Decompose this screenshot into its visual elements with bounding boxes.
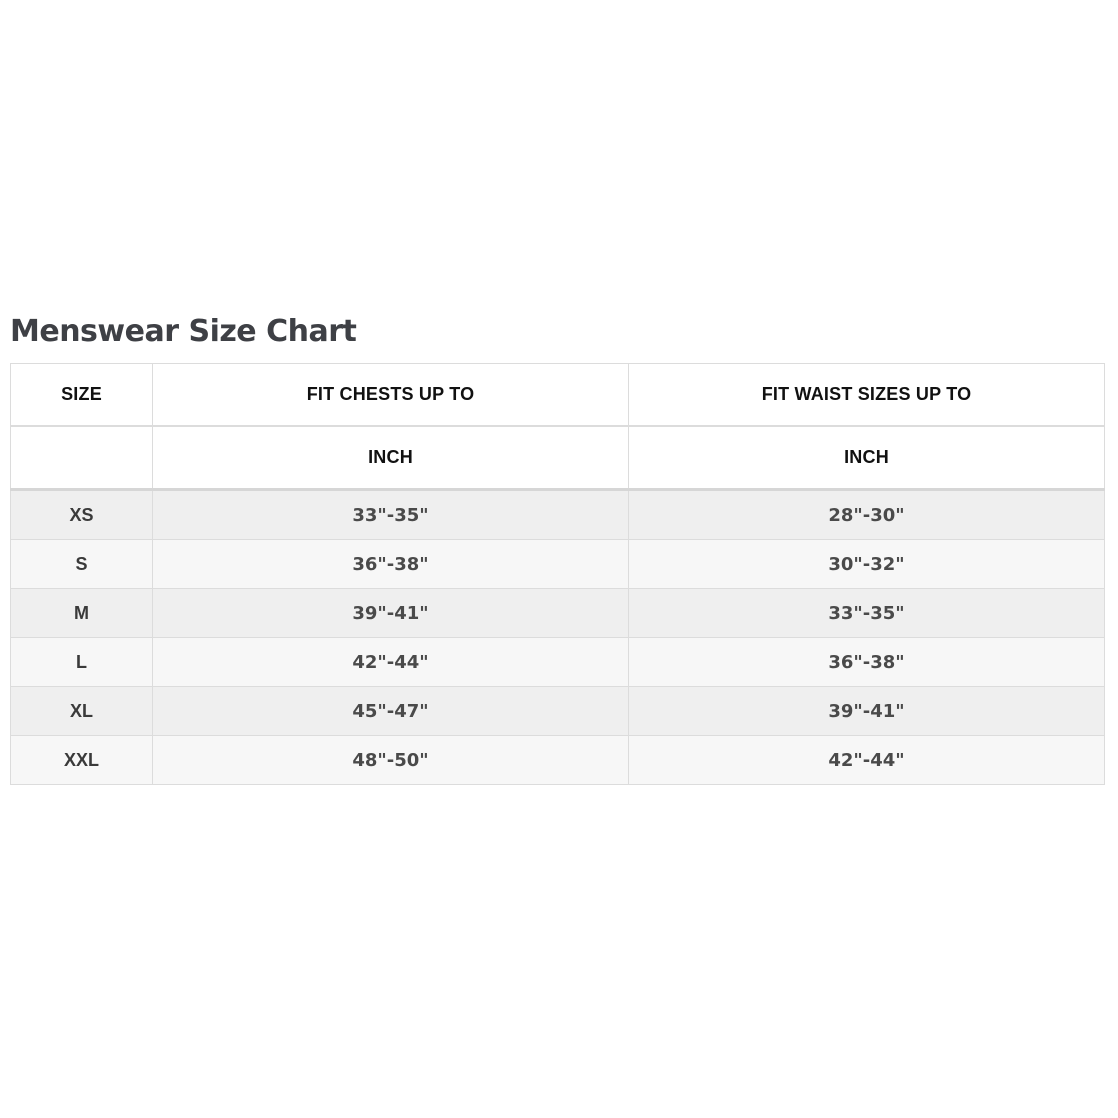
units-size — [11, 426, 153, 490]
header-size: SIZE — [11, 364, 153, 427]
table-row — [11, 736, 1105, 785]
size-cell: XXL — [11, 736, 153, 785]
chest-cell: 45"-47" — [153, 687, 629, 736]
chest-cell: 33"-35" — [153, 490, 629, 540]
size-cell: XL — [11, 687, 153, 736]
table-row — [11, 589, 1105, 638]
chest-cell: 48"-50" — [153, 736, 629, 785]
size-cell: L — [11, 638, 153, 687]
waist-cell: 33"-35" — [629, 589, 1105, 638]
size-chart-table — [10, 363, 1105, 785]
header-waist: FIT WAIST SIZES UP TO — [629, 364, 1105, 427]
waist-cell: 30"-32" — [629, 540, 1105, 589]
table-row — [11, 638, 1105, 687]
waist-cell: 42"-44" — [629, 736, 1105, 785]
waist-cell: 39"-41" — [629, 687, 1105, 736]
waist-cell: 36"-38" — [629, 638, 1105, 687]
table-row — [11, 540, 1105, 589]
waist-cell: 28"-30" — [629, 490, 1105, 540]
chest-cell: 42"-44" — [153, 638, 629, 687]
units-waist: INCH — [629, 426, 1105, 490]
units-chest: INCH — [153, 426, 629, 490]
page-title: Menswear Size Chart — [10, 314, 357, 349]
header-row — [11, 364, 1105, 427]
table-row — [11, 687, 1105, 736]
units-row — [11, 426, 1105, 490]
size-cell: M — [11, 589, 153, 638]
size-cell: XS — [11, 490, 153, 540]
header-chest: FIT CHESTS UP TO — [153, 364, 629, 427]
size-cell: S — [11, 540, 153, 589]
table-row — [11, 490, 1105, 540]
chest-cell: 36"-38" — [153, 540, 629, 589]
chest-cell: 39"-41" — [153, 589, 629, 638]
